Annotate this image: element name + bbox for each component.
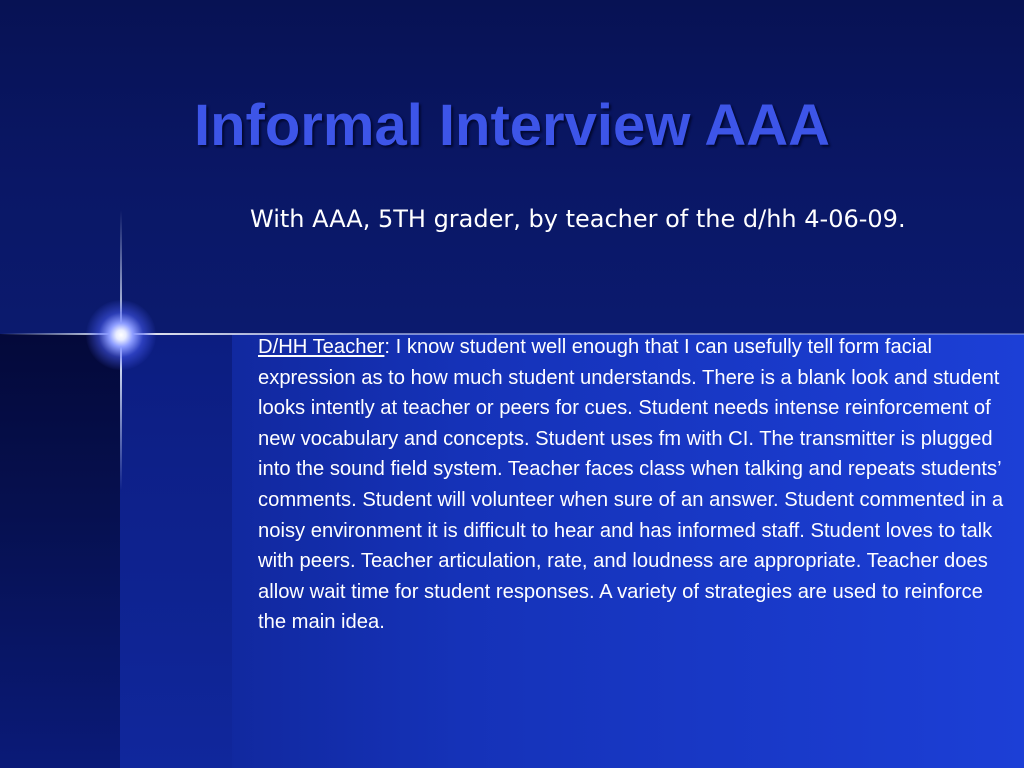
- header-background: [0, 0, 1024, 334]
- star-sparkle-icon: [86, 300, 156, 370]
- left-accent-strip: [120, 334, 232, 768]
- slide-subtitle: With AAA, 5TH grader, by teacher of the d/hh 4-06-09.: [250, 205, 906, 233]
- interview-notes: [258, 332, 1006, 638]
- left-decorative-strip: [0, 334, 120, 768]
- speaker-separator: :: [384, 336, 396, 358]
- slide-title: Informal Interview AAA: [194, 93, 830, 158]
- speaker-label: D/HH Teacher: [258, 336, 385, 358]
- interview-notes-text: I know student well enough that I can usefully tell form facial expression as to how much student understands. There is a blank look and student looks intently at teacher or peers for cues. Student needs intense reinforcement of new vocabulary and concepts. Student uses fm with CI. The transmitter is plugged into the sound field system. Teacher faces class when talking and repeats students’ comments. Student will volunteer when sure of an answer. Student commented in a noisy environment it is difficult to hear and has informed staff. Student loves to talk with peers. Teacher articulation, rate, and loudness are appropriate. Teacher does allow wait time for student responses. A variety of strategies are used to reinforce the main idea.: [258, 336, 1004, 634]
